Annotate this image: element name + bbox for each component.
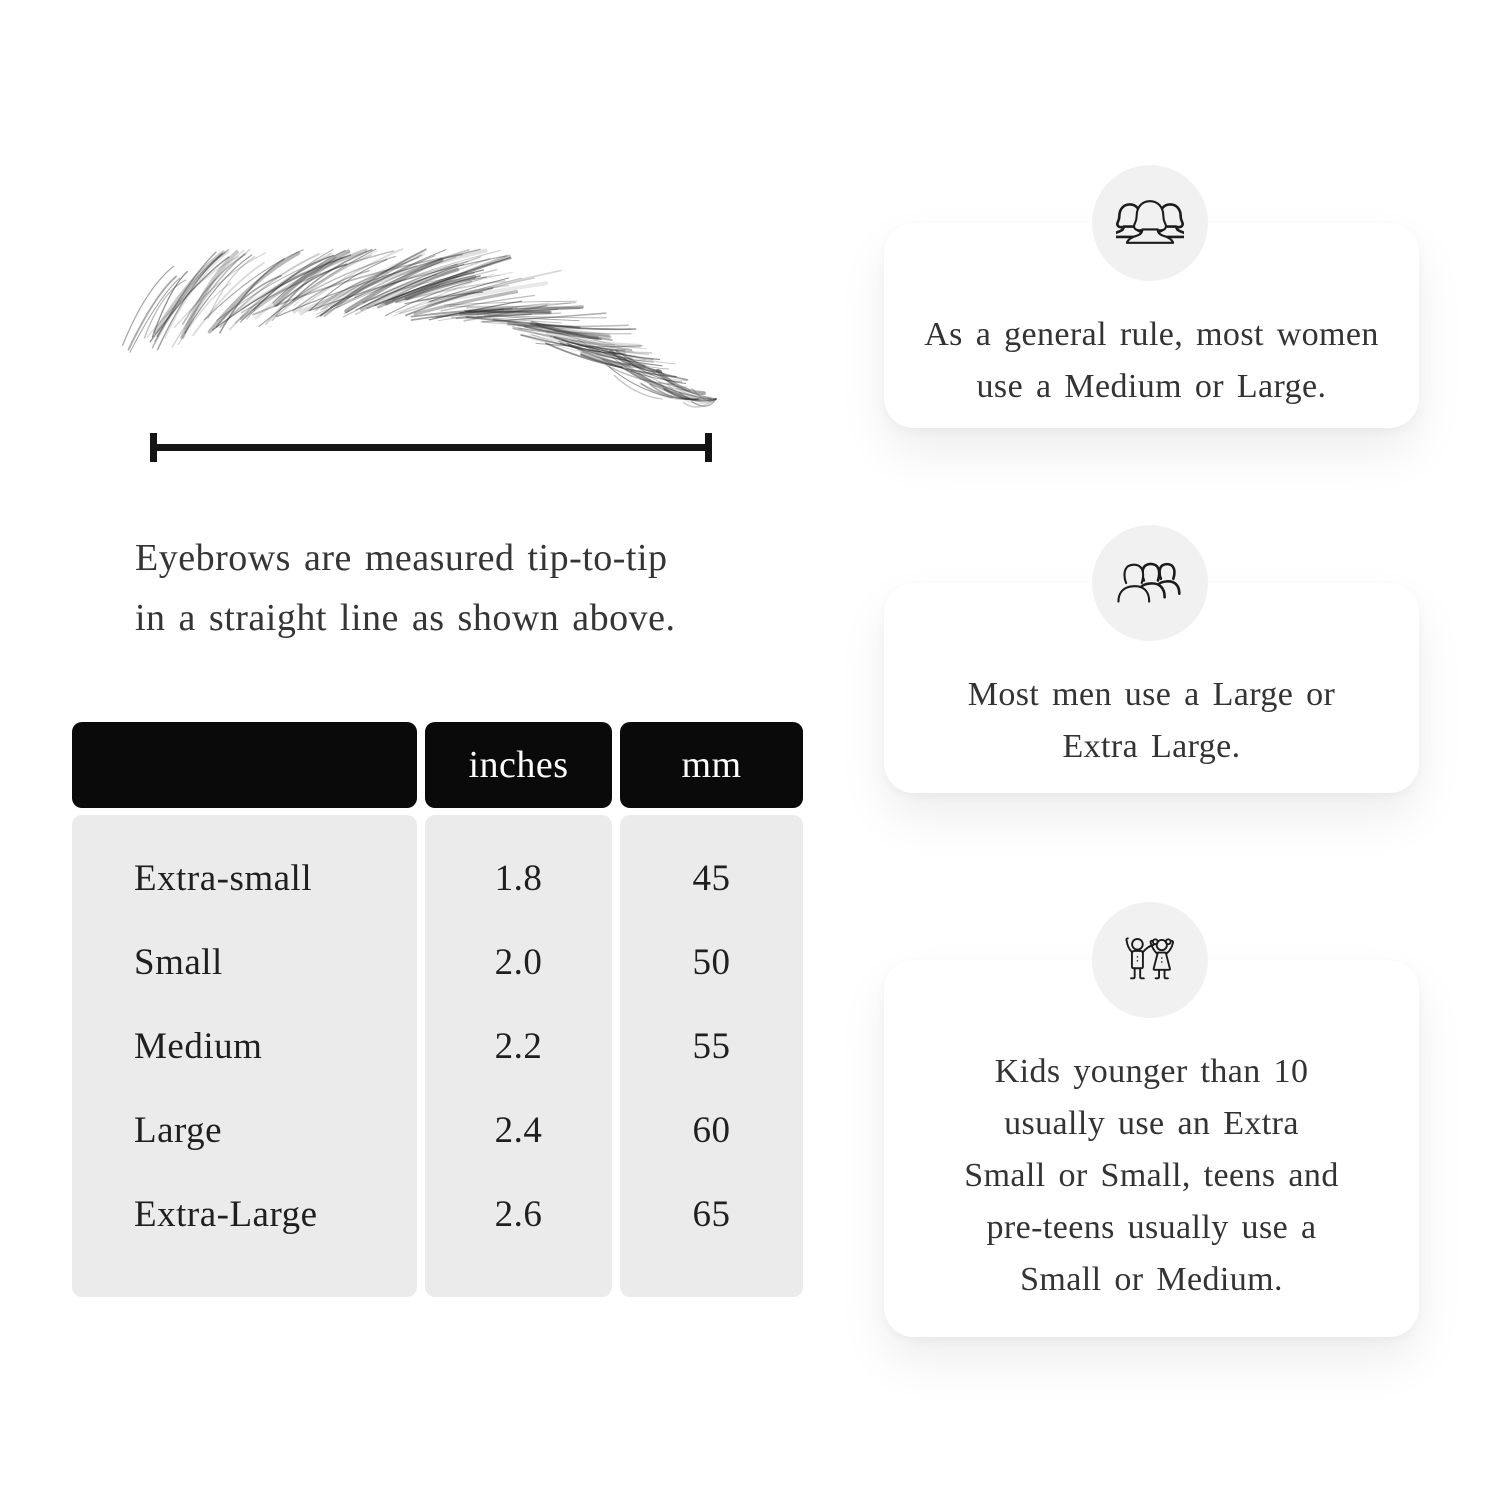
- size-label-large: Large: [134, 1109, 223, 1151]
- size-label-extra-large: Extra-Large: [134, 1193, 318, 1235]
- size-table: [72, 722, 803, 1297]
- caption-line-2: in a straight line as shown above.: [135, 597, 676, 639]
- size-label-extra-small: Extra-small: [134, 857, 313, 899]
- kids-sizing-text: [884, 1046, 1419, 1306]
- card-text-line: use a Medium or Large.: [976, 368, 1327, 405]
- card-text-line: As a general rule, most women: [924, 316, 1379, 353]
- table-header-blank: [72, 722, 417, 808]
- mm-value: 65: [692, 1193, 731, 1235]
- card-text-line: Small or Small, teens and: [964, 1157, 1339, 1194]
- mm-value: 45: [692, 857, 731, 899]
- table-header-mm: mm: [620, 722, 803, 808]
- men-sizing-card: [884, 583, 1419, 793]
- inches-value: 1.8: [494, 857, 543, 899]
- card-text-line: usually use an Extra: [1004, 1105, 1299, 1142]
- card-text-line: Small or Medium.: [1020, 1261, 1283, 1298]
- size-table-column-labels: [72, 722, 417, 1297]
- women-icon: [1092, 165, 1208, 281]
- women-sizing-card: [884, 223, 1419, 428]
- size-table-column-inches: [425, 722, 612, 1297]
- measurement-caption: [135, 528, 775, 648]
- mm-value: 55: [692, 1025, 731, 1067]
- caption-line-1: Eyebrows are measured tip-to-tip: [135, 537, 668, 579]
- kids-sizing-card: [884, 960, 1419, 1337]
- card-text-line: Most men use a Large or: [967, 676, 1336, 713]
- card-text-line: Extra Large.: [1062, 728, 1241, 765]
- eyebrow-illustration: [110, 232, 730, 418]
- inches-value: 2.0: [494, 941, 543, 983]
- table-body-labels: [72, 815, 417, 1297]
- women-sizing-text: [884, 309, 1419, 413]
- table-body-mm: [620, 815, 803, 1297]
- inches-value: 2.6: [494, 1193, 543, 1235]
- card-text-line: pre-teens usually use a: [986, 1209, 1317, 1246]
- measurement-line: [150, 444, 712, 451]
- table-header-inches: inches: [425, 722, 612, 808]
- table-body-inches: [425, 815, 612, 1297]
- men-sizing-text: [884, 669, 1419, 773]
- inches-value: 2.4: [494, 1109, 543, 1151]
- men-icon: [1092, 525, 1208, 641]
- size-label-medium: Medium: [134, 1025, 263, 1067]
- size-table-column-mm: [620, 722, 803, 1297]
- mm-value: 60: [692, 1109, 731, 1151]
- kids-icon: [1092, 902, 1208, 1018]
- card-text-line: Kids younger than 10: [994, 1053, 1309, 1090]
- mm-value: 50: [692, 941, 731, 983]
- inches-value: 2.2: [494, 1025, 543, 1067]
- size-label-small: Small: [134, 941, 223, 983]
